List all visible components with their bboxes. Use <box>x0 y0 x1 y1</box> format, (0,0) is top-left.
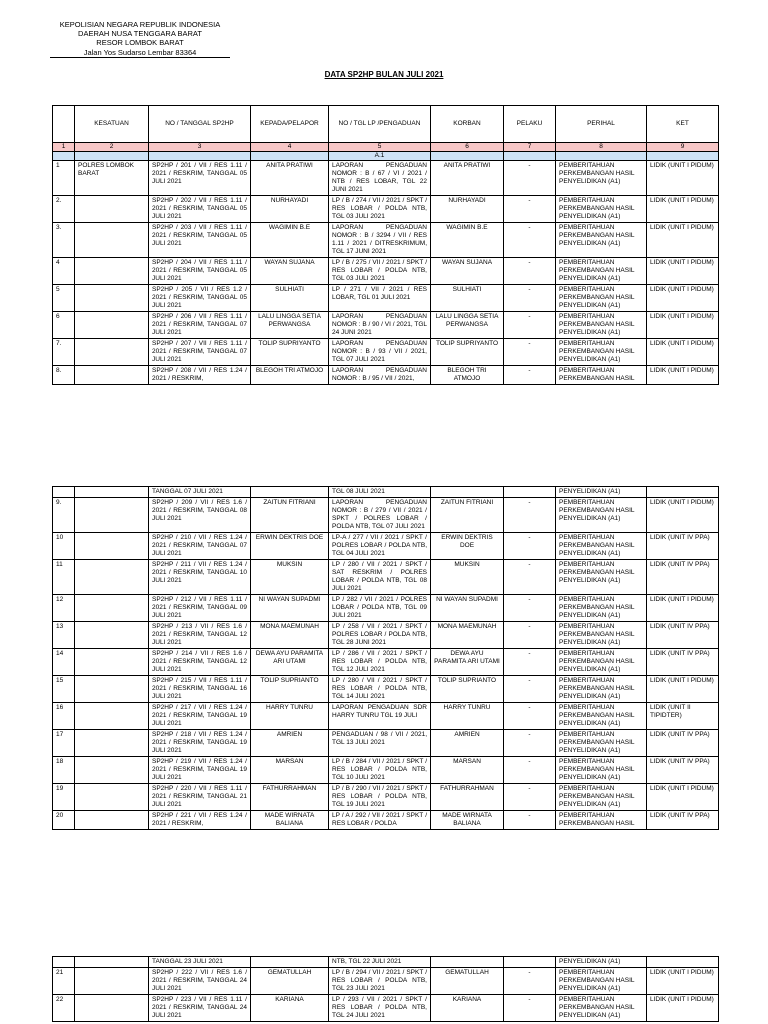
kesatuan-cell <box>75 676 149 703</box>
pelaku-cell: - <box>504 757 556 784</box>
ket-cell: LIDIK (UNIT I PIDUM) <box>647 498 719 533</box>
perihal-cell: PEMBERITAHUAN PERKEMBANGAN HASIL PENYELIDIKAN (A1) <box>556 533 647 560</box>
table-row <box>53 811 719 830</box>
ket-cell: LIDIK (UNIT I PIDUM) <box>647 258 719 285</box>
ket-cell: LIDIK (UNIT I PIDUM) <box>647 784 719 811</box>
sp2hp-cell: SP2HP / 202 / VII / RES 1.11 / 2021 / RESKRIM, TANGGAL 05 JULI 2021 <box>149 196 251 223</box>
perihal-cell: PEMBERITAHUAN PERKEMBANGAN HASIL PENYELIDIKAN (A1) <box>556 595 647 622</box>
korban-cell: NI WAYAN SUPADMI <box>431 595 504 622</box>
sp2hp-cell: SP2HP / 206 / VII / RES 1.11 / 2021 / RESKRIM, TANGGAL 07 JULI 2021 <box>149 312 251 339</box>
pelapor-cell: GEMATULLAH <box>251 968 329 995</box>
row-number: 15 <box>53 676 75 703</box>
sp2hp-cell: SP2HP / 201 / VII / RES 1.11 / 2021 / RESKRIM, TANGGAL 05 JULI 2021 <box>149 161 251 196</box>
sp2hp-cell: SP2HP / 222 / VII / RES 1.6 / 2021 / RESKRIM, TANGGAL 24 JULI 2021 <box>149 968 251 995</box>
lp-cell: LP / 286 / VII / 2021 / SPKT / RES LOBAR / POLDA NTB, TGL 12 JULI 2021 <box>329 649 431 676</box>
cont-lp: NTB, TGL 22 JULI 2021 <box>329 957 431 968</box>
cont-lp: TGL 08 JULI 2021 <box>329 487 431 498</box>
pelapor-cell: NI WAYAN SUPADMI <box>251 595 329 622</box>
ket-cell: LIDIK (UNIT I PIDUM) <box>647 285 719 312</box>
pelaku-cell: - <box>504 968 556 995</box>
table-row <box>53 995 719 1022</box>
perihal-cell: PEMBERITAHUAN PERKEMBANGAN HASIL <box>556 366 647 385</box>
kesatuan-cell <box>75 498 149 533</box>
ket-cell: LIDIK (UNIT I PIDUM) <box>647 223 719 258</box>
table-row <box>53 161 719 196</box>
table-row <box>53 258 719 285</box>
table-row <box>53 622 719 649</box>
row-number: 5 <box>53 285 75 312</box>
korban-cell: ERWIN DEKTRIS DOE <box>431 533 504 560</box>
table-row <box>53 676 719 703</box>
perihal-cell: PEMBERITAHUAN PERKEMBANGAN HASIL PENYELIDIKAN (A1) <box>556 223 647 258</box>
lp-cell: LP / A / 292 / VII / 2021 / SPKT / RES LOBAR / POLDA <box>329 811 431 830</box>
sp2hp-cell: SP2HP / 205 / VII / RES 1.2 / 2021 / RESKRIM, TANGGAL 05 JULI 2021 <box>149 285 251 312</box>
sp2hp-table-page-1 <box>52 105 719 385</box>
perihal-cell: PEMBERITAHUAN PERKEMBANGAN HASIL PENYELIDIKAN (A1) <box>556 649 647 676</box>
table-row <box>53 757 719 784</box>
group-label: A.1 <box>329 152 431 161</box>
sp2hp-cell: SP2HP / 218 / VII / RES 1.24 / 2021 / RESKRIM, TANGGAL 19 JULI 2021 <box>149 730 251 757</box>
header-lp: NO / TGL LP /PENGADUAN <box>329 106 431 143</box>
ket-cell: LIDIK (UNIT I PIDUM) <box>647 595 719 622</box>
ket-cell: LIDIK (UNIT I PIDUM) <box>647 968 719 995</box>
sp2hp-cell: SP2HP / 220 / VII / RES 1.11 / 2021 / RESKRIM, TANGGAL 21 JULI 2021 <box>149 784 251 811</box>
sp2hp-cell: SP2HP / 208 / VII / RES 1.24 / 2021 / RESKRIM, <box>149 366 251 385</box>
column-number: 2 <box>75 143 149 152</box>
lp-cell: LP-A / 277 / VII / 2021 / SPKT / POLRES LOBAR / POLDA NTB, TGL 04 JULI 2021 <box>329 533 431 560</box>
perihal-cell: PEMBERITAHUAN PERKEMBANGAN HASIL PENYELIDIKAN (A1) <box>556 676 647 703</box>
pelapor-cell: LALU LINGGA SETIA PERWANGSA <box>251 312 329 339</box>
kesatuan-cell <box>75 285 149 312</box>
pelapor-cell: TOLIP SUPRIANTO <box>251 676 329 703</box>
korban-cell: KARIANA <box>431 995 504 1022</box>
korban-cell: DEWA AYU PARAMITA ARI UTAMI <box>431 649 504 676</box>
kesatuan-cell <box>75 968 149 995</box>
pelaku-cell: - <box>504 649 556 676</box>
lp-cell: LP / B / 294 / VII / 2021 / SPKT / RES LOBAR / POLDA NTB, TGL 23 JULI 2021 <box>329 968 431 995</box>
pelapor-cell: AMRIEN <box>251 730 329 757</box>
pelaku-cell: - <box>504 285 556 312</box>
table-row <box>53 560 719 595</box>
sp2hp-cell: SP2HP / 209 / VII / RES 1.6 / 2021 / RESKRIM, TANGGAL 08 JULI 2021 <box>149 498 251 533</box>
lp-cell: LP / B / 274 / VII / 2021 / SPKT / RES LOBAR / POLDA NTB, TGL 03 JULI 2021 <box>329 196 431 223</box>
kesatuan-cell <box>75 995 149 1022</box>
table-row <box>53 285 719 312</box>
pelapor-cell: MADE WIRNATA BALIANA <box>251 811 329 830</box>
pelaku-cell: - <box>504 730 556 757</box>
pelaku-cell: - <box>504 595 556 622</box>
perihal-cell: PEMBERITAHUAN PERKEMBANGAN HASIL PENYELIDIKAN (A1) <box>556 312 647 339</box>
ket-cell: LIDIK (UNIT I PIDUM) <box>647 161 719 196</box>
ket-cell: LIDIK (UNIT IV PPA) <box>647 811 719 830</box>
pelapor-cell: ZAITUN FITRIANI <box>251 498 329 533</box>
column-number: 6 <box>431 143 504 152</box>
lp-cell: LAPORAN PENGADUAN NOMOR : B / 3294 / VII / RES 1.11 / 2021 / DITRESKRIMUM, TGL 17 JUNI 2021 <box>329 223 431 258</box>
pelapor-cell: KARIANA <box>251 995 329 1022</box>
row-number: 20 <box>53 811 75 830</box>
korban-cell: TOLIP SUPRIANTO <box>431 676 504 703</box>
cont-perihal: PENYELIDIKAN (A1) <box>556 957 647 968</box>
letterhead <box>50 20 230 58</box>
sp2hp-cell: SP2HP / 203 / VII / RES 1.11 / 2021 / RESKRIM, TANGGAL 05 JULI 2021 <box>149 223 251 258</box>
continuation-row <box>53 487 719 498</box>
lp-cell: LP / 258 / VII / 2021 / SPKT / POLRES LOBAR / POLDA NTB, TGL 28 JUNI 2021 <box>329 622 431 649</box>
sp2hp-cell: SP2HP / 214 / VII / RES 1.6 / 2021 / RESKRIM, TANGGAL 12 JULI 2021 <box>149 649 251 676</box>
row-number: 10 <box>53 533 75 560</box>
sp2hp-cell: SP2HP / 204 / VII / RES 1.11 / 2021 / RESKRIM, TANGGAL 05 JULI 2021 <box>149 258 251 285</box>
row-number: 22 <box>53 995 75 1022</box>
row-number: 21 <box>53 968 75 995</box>
kesatuan-cell <box>75 784 149 811</box>
korban-cell: MADE WIRNATA BALIANA <box>431 811 504 830</box>
pelaku-cell: - <box>504 498 556 533</box>
sp2hp-table-page-2 <box>52 486 719 830</box>
korban-cell: MARSAN <box>431 757 504 784</box>
lp-cell: LP / 280 / VII / 2021 / SPKT / RES LOBAR / POLDA NTB, TGL 14 JULI 2021 <box>329 676 431 703</box>
kesatuan-cell <box>75 703 149 730</box>
table-row <box>53 784 719 811</box>
ket-cell: LIDIK (UNIT IV PPA) <box>647 622 719 649</box>
row-number: 1 <box>53 161 75 196</box>
pelaku-cell: - <box>504 223 556 258</box>
row-number: 7. <box>53 339 75 366</box>
pelapor-cell: SULHIATI <box>251 285 329 312</box>
korban-cell: NURHAYADI <box>431 196 504 223</box>
pelaku-cell: - <box>504 339 556 366</box>
korban-cell: FATHURRAHMAN <box>431 784 504 811</box>
row-number: 2. <box>53 196 75 223</box>
lp-cell: LP / B / 284 / VII / 2021 / SPKT / RES LOBAR / POLDA NTB, TGL 10 JULI 2021 <box>329 757 431 784</box>
column-number-row <box>53 143 719 152</box>
perihal-cell: PEMBERITAHUAN PERKEMBANGAN HASIL PENYELIDIKAN (A1) <box>556 622 647 649</box>
row-number: 13 <box>53 622 75 649</box>
group-row <box>53 152 719 161</box>
lp-cell: LP / 271 / VII / 2021 / RES LOBAR, TGL 01 JULI 2021 <box>329 285 431 312</box>
ket-cell: LIDIK (UNIT I PIDUM) <box>647 196 719 223</box>
page-3-rows <box>53 968 719 1022</box>
table-row <box>53 649 719 676</box>
pelapor-cell: HARRY TUNRU <box>251 703 329 730</box>
perihal-cell: PEMBERITAHUAN PERKEMBANGAN HASIL PENYELIDIKAN (A1) <box>556 161 647 196</box>
pelapor-cell: MONA MAEMUNAH <box>251 622 329 649</box>
row-number: 17 <box>53 730 75 757</box>
header-ket: KET <box>647 106 719 143</box>
row-number: 14 <box>53 649 75 676</box>
column-number: 7 <box>504 143 556 152</box>
sp2hp-cell: SP2HP / 215 / VII / RES 1.11 / 2021 / RESKRIM, TANGGAL 16 JULI 2021 <box>149 676 251 703</box>
korban-cell: MONA MAEMUNAH <box>431 622 504 649</box>
cont-sp2hp: TANGGAL 07 JULI 2021 <box>149 487 251 498</box>
ket-cell: LIDIK (UNIT II TIPIDTER) <box>647 703 719 730</box>
row-number: 11 <box>53 560 75 595</box>
row-number: 18 <box>53 757 75 784</box>
korban-cell: HARRY TUNRU <box>431 703 504 730</box>
table-row <box>53 196 719 223</box>
ket-cell: LIDIK (UNIT IV PPA) <box>647 560 719 595</box>
letterhead-line-3: RESOR LOMBOK BARAT <box>96 38 184 47</box>
korban-cell: TOLIP SUPRIYANTO <box>431 339 504 366</box>
header-perihal: PERIHAL <box>556 106 647 143</box>
pelaku-cell: - <box>504 703 556 730</box>
sp2hp-cell: SP2HP / 212 / VII / RES 1.11 / 2021 / RESKRIM, TANGGAL 09 JULI 2021 <box>149 595 251 622</box>
ket-cell: LIDIK (UNIT IV PPA) <box>647 730 719 757</box>
row-number: 19 <box>53 784 75 811</box>
kesatuan-cell <box>75 196 149 223</box>
perihal-cell: PEMBERITAHUAN PERKEMBANGAN HASIL PENYELIDIKAN (A1) <box>556 498 647 533</box>
pelapor-cell: FATHURRAHMAN <box>251 784 329 811</box>
kesatuan-cell <box>75 258 149 285</box>
pelaku-cell: - <box>504 161 556 196</box>
korban-cell: AMRIEN <box>431 730 504 757</box>
lp-cell: LAPORAN PENGADUAN NOMOR : B / 93 / VII / 2021, TGL 07 JULI 2021 <box>329 339 431 366</box>
kesatuan-cell <box>75 622 149 649</box>
korban-cell: ANITA PRATIWI <box>431 161 504 196</box>
lp-cell: LAPORAN PENGADUAN NOMOR : B / 67 / VI / 2021 / NTB / RES LOBAR, TGL 22 JUNI 2021 <box>329 161 431 196</box>
lp-cell: LAPORAN PENGADUAN NOMOR : B / 279 / VII / 2021 / SPKT / POLRES LOBAR / POLDA NTB, TGL 07 JULI 2021 <box>329 498 431 533</box>
table-row <box>53 595 719 622</box>
kesatuan-cell <box>75 649 149 676</box>
table-row <box>53 366 719 385</box>
column-number: 9 <box>647 143 719 152</box>
lp-cell: LP / 280 / VII / 2021 / SPKT / SAT RESKRIM / POLRES LOBAR / POLDA NTB, TGL 08 JULI 2021 <box>329 560 431 595</box>
pelapor-cell: MARSAN <box>251 757 329 784</box>
ket-cell: LIDIK (UNIT I PIDUM) <box>647 995 719 1022</box>
pelaku-cell: - <box>504 196 556 223</box>
pelaku-cell: - <box>504 676 556 703</box>
korban-cell: BLEGOH TRI ATMOJO <box>431 366 504 385</box>
pelapor-cell: ERWIN DEKTRIS DOE <box>251 533 329 560</box>
pelapor-cell: BLEGOH TRI ATMOJO <box>251 366 329 385</box>
korban-cell: SULHIATI <box>431 285 504 312</box>
ket-cell: LIDIK (UNIT IV PPA) <box>647 649 719 676</box>
kesatuan-cell <box>75 366 149 385</box>
column-number: 8 <box>556 143 647 152</box>
table-row <box>53 223 719 258</box>
kesatuan-cell <box>75 312 149 339</box>
kesatuan-cell <box>75 757 149 784</box>
letterhead-line-2: DAERAH NUSA TENGGARA BARAT <box>78 29 202 38</box>
ket-cell: LIDIK (UNIT I PIDUM) <box>647 339 719 366</box>
lp-cell: LAPORAN PENGADUAN SDR HARRY TUNRU TGL 19 JULI <box>329 703 431 730</box>
pelapor-cell: NURHAYADI <box>251 196 329 223</box>
lp-cell: LP / B / 275 / VII / 2021 / SPKT / RES LOBAR / POLDA NTB, TGL 03 JULI 2021 <box>329 258 431 285</box>
lp-cell: LAPORAN PENGADUAN NOMOR : B / 90 / VI / 2021, TGL 24 JUNI 2021 <box>329 312 431 339</box>
lp-cell: LP / 293 / VII / 2021 / SPKT / RES LOBAR / POLDA NTB, TGL 24 JULI 2021 <box>329 995 431 1022</box>
perihal-cell: PEMBERITAHUAN PERKEMBANGAN HASIL <box>556 811 647 830</box>
letterhead-address: Jalan Yos Sudarso Lembar 83364 <box>50 48 230 58</box>
kesatuan-cell <box>75 730 149 757</box>
kesatuan-cell <box>75 595 149 622</box>
perihal-cell: PEMBERITAHUAN PERKEMBANGAN HASIL PENYELIDIKAN (A1) <box>556 703 647 730</box>
sp2hp-cell: SP2HP / 217 / VII / RES 1.24 / 2021 / RESKRIM, TANGGAL 19 JULI 2021 <box>149 703 251 730</box>
table-row <box>53 968 719 995</box>
pelapor-cell: WAYAN SUJANA <box>251 258 329 285</box>
document-title: DATA SP2HP BULAN JULI 2021 <box>324 70 444 79</box>
column-number: 3 <box>149 143 251 152</box>
ket-cell: LIDIK (UNIT I PIDUM) <box>647 366 719 385</box>
letterhead-line-1: KEPOLISIAN NEGARA REPUBLIK INDONESIA <box>59 20 221 29</box>
page-1-rows <box>53 161 719 385</box>
perihal-cell: PEMBERITAHUAN PERKEMBANGAN HASIL PENYELIDIKAN (A1) <box>556 560 647 595</box>
pelaku-cell: - <box>504 784 556 811</box>
header-korban: KORBAN <box>431 106 504 143</box>
column-number: 5 <box>329 143 431 152</box>
page-2-rows <box>53 498 719 830</box>
sp2hp-table-page-3 <box>52 956 719 1022</box>
cont-sp2hp: TANGGAL 23 JULI 2021 <box>149 957 251 968</box>
header-no <box>53 106 75 143</box>
row-number: 3. <box>53 223 75 258</box>
sp2hp-cell: SP2HP / 213 / VII / RES 1.6 / 2021 / RESKRIM, TANGGAL 12 JULI 2021 <box>149 622 251 649</box>
kesatuan-cell <box>75 339 149 366</box>
ket-cell: LIDIK (UNIT I PIDUM) <box>647 312 719 339</box>
perihal-cell: PEMBERITAHUAN PERKEMBANGAN HASIL PENYELIDIKAN (A1) <box>556 285 647 312</box>
sp2hp-cell: SP2HP / 223 / VII / RES 1.11 / 2021 / RESKRIM, TANGGAL 24 JULI 2021 <box>149 995 251 1022</box>
korban-cell: WAYAN SUJANA <box>431 258 504 285</box>
lp-cell: LP / 282 / VII / 2021 / POLRES LOBAR / POLDA NTB, TGL 09 JULI 2021 <box>329 595 431 622</box>
pelapor-cell: DEWA AYU PARAMITA ARI UTAMI <box>251 649 329 676</box>
table-row <box>53 703 719 730</box>
row-number: 12 <box>53 595 75 622</box>
pelapor-cell: MUKSIN <box>251 560 329 595</box>
pelapor-cell: WAGIMIN B.E <box>251 223 329 258</box>
lp-cell: LP / B / 290 / VII / 2021 / SPKT / RES LOBAR / POLDA NTB, TGL 19 JULI 2021 <box>329 784 431 811</box>
perihal-cell: PEMBERITAHUAN PERKEMBANGAN HASIL PENYELIDIKAN (A1) <box>556 757 647 784</box>
cont-perihal: PENYELIDIKAN (A1) <box>556 487 647 498</box>
row-number: 4 <box>53 258 75 285</box>
pelaku-cell: - <box>504 366 556 385</box>
row-number: 8. <box>53 366 75 385</box>
kesatuan-cell <box>75 223 149 258</box>
table-row <box>53 498 719 533</box>
kesatuan-cell <box>75 560 149 595</box>
ket-cell: LIDIK (UNIT IV PPA) <box>647 533 719 560</box>
kesatuan-cell: POLRES LOMBOK BARAT <box>75 161 149 196</box>
pelapor-cell: ANITA PRATIWI <box>251 161 329 196</box>
perihal-cell: PEMBERITAHUAN PERKEMBANGAN HASIL PENYELIDIKAN (A1) <box>556 995 647 1022</box>
pelaku-cell: - <box>504 312 556 339</box>
kesatuan-cell <box>75 811 149 830</box>
pelaku-cell: - <box>504 811 556 830</box>
pelapor-cell: TOLIP SUPRIYANTO <box>251 339 329 366</box>
row-number: 16 <box>53 703 75 730</box>
table-header-row <box>53 106 719 143</box>
pelaku-cell: - <box>504 622 556 649</box>
lp-cell: LAPORAN PENGADUAN NOMOR : B / 95 / VII / 2021, <box>329 366 431 385</box>
pelaku-cell: - <box>504 995 556 1022</box>
table-row <box>53 339 719 366</box>
perihal-cell: PEMBERITAHUAN PERKEMBANGAN HASIL PENYELIDIKAN (A1) <box>556 968 647 995</box>
korban-cell: LALU LINGGA SETIA PERWANGSA <box>431 312 504 339</box>
perihal-cell: PEMBERITAHUAN PERKEMBANGAN HASIL PENYELIDIKAN (A1) <box>556 730 647 757</box>
lp-cell: PENGADUAN / 98 / VII / 2021, TGL 13 JULI 2021 <box>329 730 431 757</box>
header-kesatuan: KESATUAN <box>75 106 149 143</box>
kesatuan-cell <box>75 533 149 560</box>
perihal-cell: PEMBERITAHUAN PERKEMBANGAN HASIL PENYELIDIKAN (A1) <box>556 196 647 223</box>
table-row <box>53 312 719 339</box>
perihal-cell: PEMBERITAHUAN PERKEMBANGAN HASIL PENYELIDIKAN (A1) <box>556 784 647 811</box>
perihal-cell: PEMBERITAHUAN PERKEMBANGAN HASIL PENYELIDIKAN (A1) <box>556 339 647 366</box>
sp2hp-cell: SP2HP / 211 / VII / RES 1.24 / 2021 / RESKRIM, TANGGAL 10 JULI 2021 <box>149 560 251 595</box>
table-row <box>53 533 719 560</box>
header-pelapor: KEPADA/PELAPOR <box>251 106 329 143</box>
korban-cell: WAGIMIN B.E <box>431 223 504 258</box>
sp2hp-cell: SP2HP / 221 / VII / RES 1.24 / 2021 / RESKRIM, <box>149 811 251 830</box>
column-number: 1 <box>53 143 75 152</box>
table-row <box>53 730 719 757</box>
continuation-row <box>53 957 719 968</box>
header-pelaku: PELAKU <box>504 106 556 143</box>
korban-cell: ZAITUN FITRIANI <box>431 498 504 533</box>
ket-cell: LIDIK (UNIT IV PPA) <box>647 757 719 784</box>
row-number: 6 <box>53 312 75 339</box>
perihal-cell: PEMBERITAHUAN PERKEMBANGAN HASIL PENYELIDIKAN (A1) <box>556 258 647 285</box>
pelaku-cell: - <box>504 560 556 595</box>
pelaku-cell: - <box>504 533 556 560</box>
korban-cell: MUKSIN <box>431 560 504 595</box>
sp2hp-cell: SP2HP / 210 / VII / RES 1.24 / 2021 / RESKRIM, TANGGAL 07 JULI 2021 <box>149 533 251 560</box>
pelaku-cell: - <box>504 258 556 285</box>
sp2hp-cell: SP2HP / 207 / VII / RES 1.11 / 2021 / RESKRIM, TANGGAL 07 JULI 2021 <box>149 339 251 366</box>
column-number: 4 <box>251 143 329 152</box>
row-number: 9. <box>53 498 75 533</box>
header-sp2hp: NO / TANGGAL SP2HP <box>149 106 251 143</box>
korban-cell: GEMATULLAH <box>431 968 504 995</box>
sp2hp-cell: SP2HP / 219 / VII / RES 1.24 / 2021 / RESKRIM, TANGGAL 19 JULI 2021 <box>149 757 251 784</box>
ket-cell: LIDIK (UNIT I PIDUM) <box>647 676 719 703</box>
